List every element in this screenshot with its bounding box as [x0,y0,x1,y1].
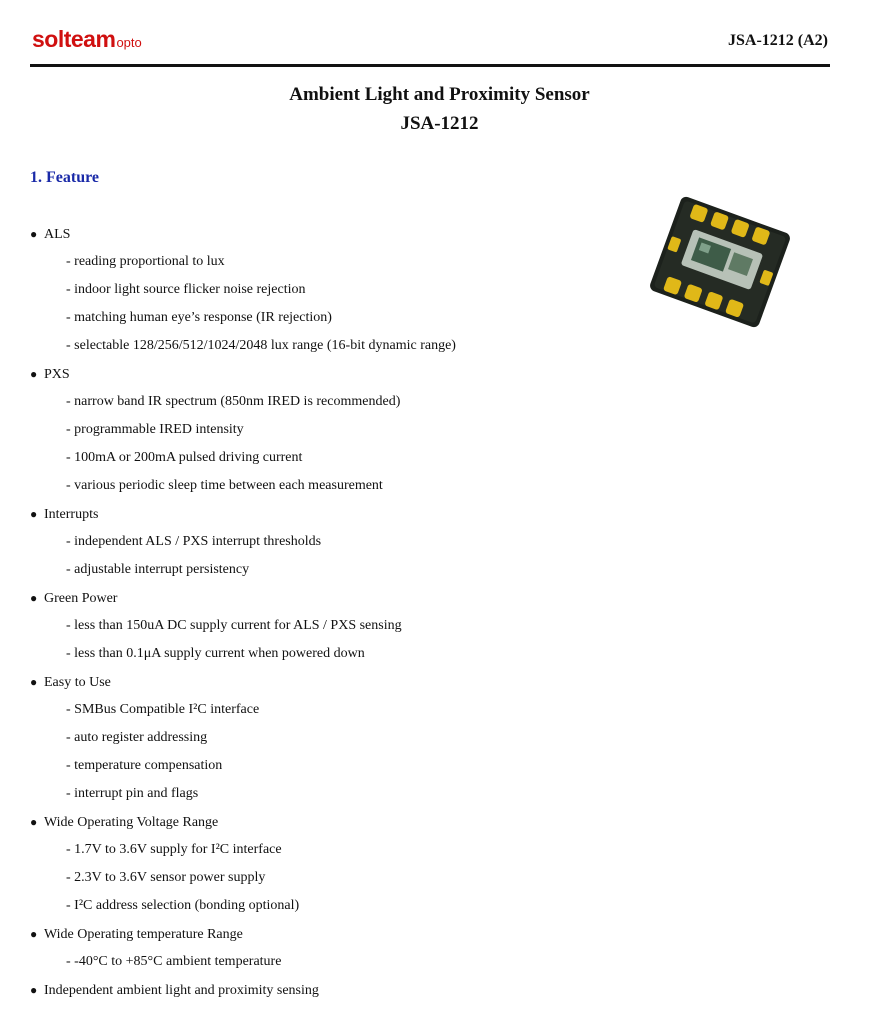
feature-label-text: ALS [44,227,71,242]
feature-sub-item: - various periodic sleep time between each measurement [66,478,383,493]
feature-label [30,588,456,616]
feature-label-text: PXS [44,367,70,382]
feature-item [30,672,456,812]
feature-sub-list [30,840,456,924]
feature-label-text: Easy to Use [44,675,111,690]
feature-item [30,588,456,672]
feature-label-text: Green Power [44,591,118,606]
document-code: JSA-1212 (A2) [728,32,828,49]
feature-sub-list [30,700,456,812]
feature-sub-item: - -40°C to +85°C ambient temperature [66,954,282,969]
bullet-icon: ● [30,675,38,689]
feature-sub-item: - narrow band IR spectrum (850nm IRED is recommended) [66,394,401,409]
feature-item [30,980,456,1008]
feature-label-text: Interrupts [44,507,99,522]
bullet-icon: ● [30,815,38,829]
feature-sub-item: - independent ALS / PXS interrupt thresholds [66,534,322,549]
feature-sub-item: - selectable 128/256/512/1024/2048 lux range (16-bit dynamic range) [66,338,456,353]
feature-sub-item: - interrupt pin and flags [66,786,199,801]
feature-label-text: Wide Operating temperature Range [44,927,243,942]
logo-main-text: solteam [32,26,116,52]
page-header [30,22,830,66]
feature-label [30,672,456,700]
bullet-icon: ● [30,983,38,997]
document-part-number: JSA-1212 [400,113,479,134]
feature-item [30,224,456,364]
feature-label [30,980,456,1008]
feature-sub-list [30,952,456,980]
section-title-feature: 1. Feature [30,169,100,186]
bullet-icon: ● [30,507,38,521]
feature-sub-list [30,616,456,672]
feature-sub-item: - adjustable interrupt persistency [66,562,250,577]
feature-sub-list [30,392,456,504]
feature-label [30,364,456,392]
document-title: Ambient Light and Proximity Sensor [289,84,590,105]
feature-label-text: Wide Operating Voltage Range [44,815,219,830]
sensor-chip-image [640,182,800,342]
feature-sub-list [30,252,456,364]
feature-sub-item: - SMBus Compatible I²C interface [66,702,260,717]
feature-sub-item: - I²C address selection (bonding optional) [66,898,300,913]
bullet-icon: ● [30,227,38,241]
logo-sub-text: opto [116,35,142,50]
feature-sub-item: - 1.7V to 3.6V supply for I²C interface [66,842,282,857]
bullet-icon: ● [30,367,38,381]
feature-sub-item: - temperature compensation [66,758,223,773]
solteam-logo [32,26,142,53]
feature-label [30,504,456,532]
bullet-icon: ● [30,927,38,941]
feature-sub-item: - indoor light source flicker noise rejection [66,282,306,297]
feature-sub-item: - 100mA or 200mA pulsed driving current [66,450,303,465]
feature-sub-item: - auto register addressing [66,730,208,745]
feature-item [30,504,456,588]
feature-sub-item: - less than 0.1μA supply current when powered down [66,646,365,661]
feature-sub-item: - matching human eye’s response (IR rejection) [66,310,332,325]
feature-item [30,364,456,504]
feature-sub-item: - 2.3V to 3.6V sensor power supply [66,870,266,885]
feature-sub-item: - programmable IRED intensity [66,422,244,437]
feature-sub-item: - less than 150uA DC supply current for ALS / PXS sensing [66,618,402,633]
feature-label [30,224,456,252]
feature-label-text: Independent ambient light and proximity sensing [44,983,319,998]
feature-label [30,812,456,840]
feature-item [30,812,456,924]
feature-label [30,924,456,952]
feature-sub-list [30,532,456,588]
bullet-icon: ● [30,591,38,605]
feature-sub-item: - reading proportional to lux [66,254,225,269]
feature-item [30,924,456,980]
feature-list [30,224,456,1008]
header-divider [30,64,830,67]
